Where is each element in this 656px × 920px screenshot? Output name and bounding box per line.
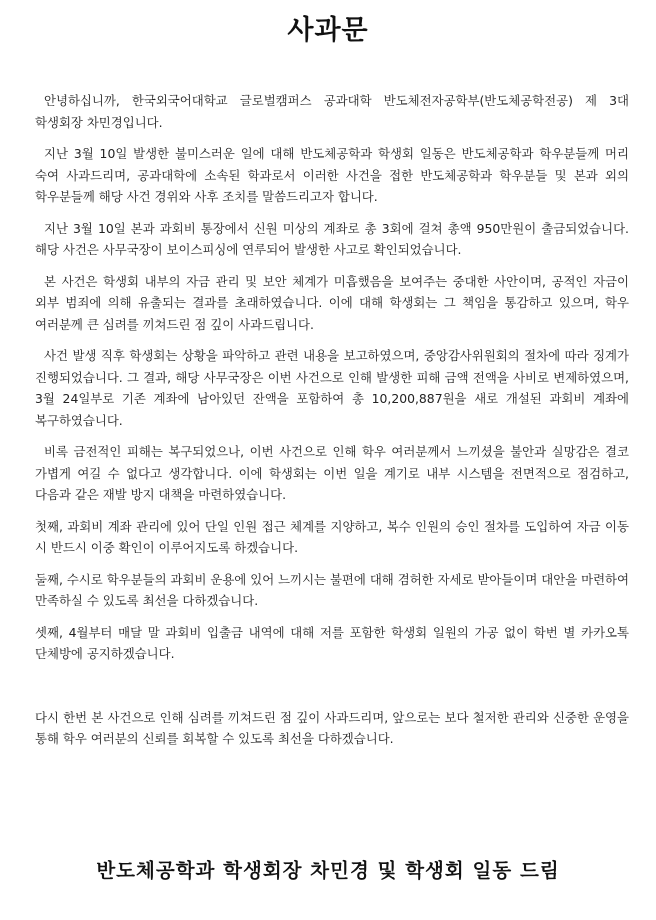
document-body [35, 90, 629, 750]
paragraph-apology-intro: 지난 3월 10일 발생한 불미스러운 일에 대해 반도체공학과 학생회 일동은 반도체공학과 학우분들께 머리 숙여 사과드리며, 공과대학에 소속된 학과로서 이러한 사건을 접한 반도체공학과 학우분들 및 본과 외의 학우분들께 해당 사건 경위와 사후 조치를 말씀드리고자 합니다. [35, 146, 629, 204]
paragraph-measure-third: 셋째, 4월부터 매달 말 과회비 입출금 내역에 대해 저를 포함한 학생회 일원의 가공 없이 학번 별 카카오톡 단체방에 공지하겠습니다. [35, 624, 629, 661]
paragraph-greeting: 안녕하십니까, 한국외국어대학교 글로벌캠퍼스 공과대학 반도체전자공학부(반도체공학전공) 제 3대 학생회장 차민경입니다. [35, 93, 629, 130]
paragraph-prevention-intro: 비록 금전적인 피해는 복구되었으나, 이번 사건으로 인해 학우 여러분께서 느끼셨을 불안과 실망감은 결코 가볍게 여길 수 없다고 생각합니다. 이에 학생회는 이번 일을 계기로 내부 시스템을 전면적으로 점검하고, 다음과 같은 재발 방지 대책을 마련하였습니다. [35, 444, 629, 502]
paragraph-measure-first: 첫째, 과회비 계좌 관리에 있어 단일 인원 접근 체계를 지양하고, 복수 인원의 승인 절차를 도입하여 자금 이동 시 반드시 이중 확인이 이루어지도록 하겠습니다. [35, 518, 629, 555]
paragraph-responsibility: 본 사건은 학생회 내부의 자금 관리 및 보안 체계가 미흡했음을 보여주는 중대한 사안이며, 공적인 자금이 외부 범죄에 의해 유출되는 결과를 초래하였습니다. 이에 대해 학생회는 그 책임을 통감하고 있으며, 학우 여러분께 큰 심려를 끼쳐드린 점 깊이 사과드립니다. [35, 273, 629, 332]
paragraph-incident: 지난 3월 10일 본과 과회비 통장에서 신원 미상의 계좌로 총 3회에 걸쳐 총액 950만원이 출금되었습니다. 해당 사건은 사무국장이 보이스피싱에 연루되어 발생한 사고로 확인되었습니다. [35, 220, 629, 257]
document-signature: 반도체공학과 학생회장 차민경 및 학생회 일동 드림 [96, 859, 560, 882]
paragraph-closing: 다시 한번 본 사건으로 인해 심려를 끼쳐드린 점 깊이 사과드리며, 앞으로는 보다 철저한 관리와 신중한 운영을 통해 학우 여러분의 신뢰를 회복할 수 있도록 최선을 다하겠습니다. [35, 709, 629, 746]
paragraph-measure-second: 둘째, 수시로 학우분들의 과회비 운용에 있어 느끼시는 불편에 대해 겸허한 자세로 받아들이며 대안을 마련하여 만족하실 수 있도록 최선을 다하겠습니다. [35, 571, 629, 608]
paragraph-follow-up: 사건 발생 직후 학생회는 상황을 파악하고 관련 내용을 보고하였으며, 중앙감사위원회의 절차에 따라 징계가 진행되었습니다. 그 결과, 해당 사무국장은 이번 사건으로 인해 발생한 피해 금액 전액을 사비로 변제하였으며, 3월 24일부로 기존 계좌에 남아있던 잔액을 포함하여 총 10,200,887원을 새로 개설된 과회비 계좌에 복구하였습니다. [35, 348, 629, 428]
document-title: 사과문 [287, 15, 369, 46]
